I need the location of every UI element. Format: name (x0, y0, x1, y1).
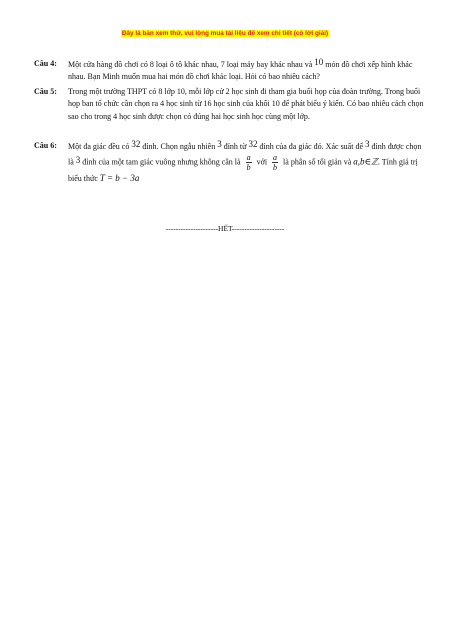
question-5 (34, 86, 424, 123)
question-6-label: Câu 6: (34, 141, 57, 150)
question-4-label: Câu 4: (34, 59, 57, 68)
preview-banner (0, 22, 450, 40)
question-6-part-7: với (256, 157, 268, 167)
fraction-numerator-2: a (273, 153, 278, 163)
fraction-denominator: b (246, 163, 251, 173)
question-6-vertex-count: 32 (131, 139, 141, 149)
fraction-numerator: a (246, 153, 251, 163)
set-expression: a,b∈ℤ (353, 156, 378, 167)
question-5-text: Trong một trường THPT có 8 lớp 10, mỗi lớp cử 2 học sinh đi tham gia buổi họp của đoàn trường. Trong buổi họp ban tổ chức cần chọn ra 4 học sinh từ 16 học sinh của khối 10 để phát biểu ý kiến. Có bao nhiêu cách chọn sao cho trong 4 học sinh được chọn có đúng hai học sinh học cùng một lớp. (68, 87, 424, 121)
question-6-part-6: đỉnh của một tam giác vuông nhưng không cân là (82, 157, 241, 167)
question-6-choose-count: 3 (217, 139, 222, 149)
question-6-part-5: đỉnh được chọn là (68, 142, 422, 167)
question-6-part-8: là phân số tối giản và (283, 157, 352, 167)
question-4-number: 10 (314, 57, 324, 67)
fraction-a-over-b-2 (272, 153, 278, 172)
question-4-part-1: Một cửa hàng đồ chơi có 8 loại ô tô khác nhau, 7 loại máy bay khác nhau và (68, 60, 313, 69)
question-6-number-3: 3 (365, 139, 370, 149)
question-6-part-2: đỉnh. Chọn ngẫu nhiên (142, 142, 216, 151)
question-5-label: Câu 5: (34, 87, 57, 96)
question-6-part-3: đỉnh từ (223, 142, 247, 151)
question-4-part-2: món đồ chơi xếp hình khác nhau. Bạn Minh muốn mua hai món đồ chơi khác loại. Hỏi có bao nhiêu cách? (68, 60, 413, 82)
question-6-text (68, 140, 424, 186)
preview-banner-text: Đây là bản xem thử, vui lòng mua tài liệu để xem chi tiết (có lời giải) (121, 30, 329, 37)
t-expression: T = b − 3a (99, 173, 140, 184)
question-6-number-3b: 3 (75, 154, 81, 165)
question-6-part-1: Một đa giác đều có (68, 142, 130, 151)
question-6-vertex-count-2: 32 (248, 139, 258, 149)
question-6-part-9: . Tính giá trị biểu thức (68, 157, 418, 184)
question-4 (34, 58, 424, 84)
end-marker: ---------------------HẾT--------------------- (165, 224, 285, 233)
question-6-part-4: đỉnh của đa giác đó. Xác suất để (259, 142, 363, 151)
question-4-text (68, 58, 424, 84)
fraction-a-over-b (246, 153, 252, 172)
fraction-denominator-2: b (273, 163, 278, 173)
question-6 (34, 140, 424, 186)
